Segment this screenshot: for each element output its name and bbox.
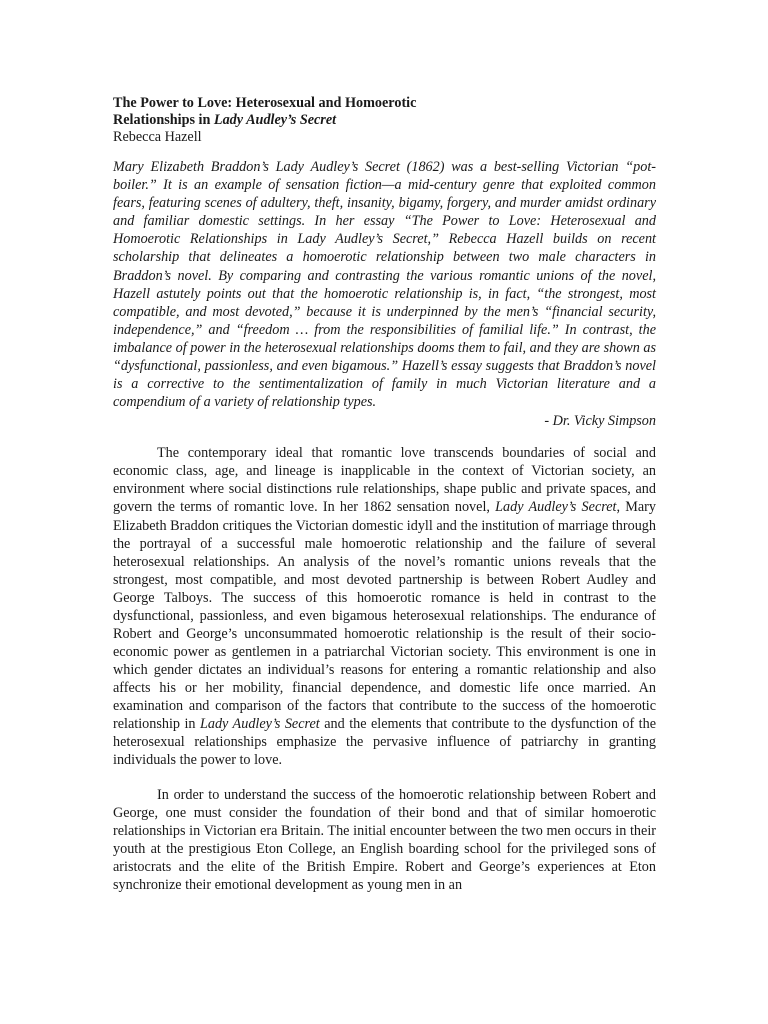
p1-italic-title-2: Lady Audley’s Secret (199, 716, 320, 733)
title-line-1: The Power to Love: Heterosexual and Homoerotic (113, 95, 417, 111)
abstract-signature: - Dr. Vicky Simpson (544, 413, 656, 430)
title-line-2-prefix: Relationships in (113, 112, 214, 128)
body-paragraph-2: In order to understand the success of the homoerotic relationship between Robert and George, one must consider the foundation of their bond and that of similar homoerotic relationships in Victorian era Britain. The initial encounter between the two men occurs in their youth at the prestigious Eton College, an English boarding school for the privileged sons of aristocrats and the elite of the British Empire. Robert and George’s experiences at Eton synchronize their emotional development as young men in an (113, 787, 656, 894)
title-line-2-italic: Lady Audley’s Secret (213, 112, 337, 128)
p1-text-c: , Mary Elizabeth Braddon critiques the Victorian domestic idyll and the institution of marriage through the portrayal of a successful male homoerotic relationship and the failure of several heterosexual relationships. An analysis of the novel’s romantic unions reveals that the strongest, most compatible, and most devoted partnership is between Robert Audley and George Talboys. The success of this homoerotic romance is held in contrast to the dysfunctional, passionless, and even bigamous heterosexual relationships. The endurance of Robert and George’s unconsummated homoerotic relationship is the result of their socio-economic power as gentlemen in a patriarchal Victorian society. This environment is one in which gender dictates an individual’s reasons for entering a romantic relationship and also affects his or her mobility, financial dependence, and domestic life once married. An examination and comparison of the factors that contribute to the success of the homoerotic relationship in (113, 499, 656, 733)
article-author: Rebecca Hazell (113, 129, 202, 145)
p1-italic-title-1: Lady Audley’s Secret (495, 499, 617, 516)
p1-text-a: The contemporary ideal that romantic love transcends boundaries of social and economic class, age, and lineage is inapplicable in the context of Victorian society, an environment where social distinctions rule relationships, shape public and private spaces, and govern the terms of romantic love. In her 1862 sensation novel, (113, 445, 656, 516)
body-paragraph-1 (113, 444, 656, 769)
p1-text-e: and the elements that contribute to the dysfunction of the heterosexual relationships emphasize the pervasive influence of patriarchy in granting individuals the power to love. (113, 716, 656, 769)
editor-abstract: Mary Elizabeth Braddon’s Lady Audley’s Secret (1862) was a best-selling Victorian “pot-boiler.” It is an example of sensation fiction—a mid-century genre that exploited common fears, featuring scenes of adultery, theft, insanity, bigamy, forgery, and murder amidst ordinary and familiar domestic settings. In her essay “The Power to Love: Heterosexual and Homoerotic Relationships in Lady Audley’s Secret,” Rebecca Hazell builds on recent scholarship that delineates a homoerotic relationship between two male characters in Braddon’s novel. By comparing and contrasting the various romantic unions of the novel, Hazell astutely points out that the homoerotic relationship is, in fact, “the strongest, most compatible, and most devoted,” because it is underpinned by the men’s “financial security, independence,” and “freedom … from the responsibilities of familial life.” In contrast, the imbalance of power in the heterosexual relationships dooms them to fail, and they are shown as “dysfunctional, passionless, and even bigamous.” Hazell’s essay suggests that Braddon’s novel is a corrective to the sentimentalization of family in much Victorian literature and a compendium of a variety of relationship types. (113, 159, 657, 411)
article-title (113, 95, 656, 129)
article (113, 95, 656, 911)
